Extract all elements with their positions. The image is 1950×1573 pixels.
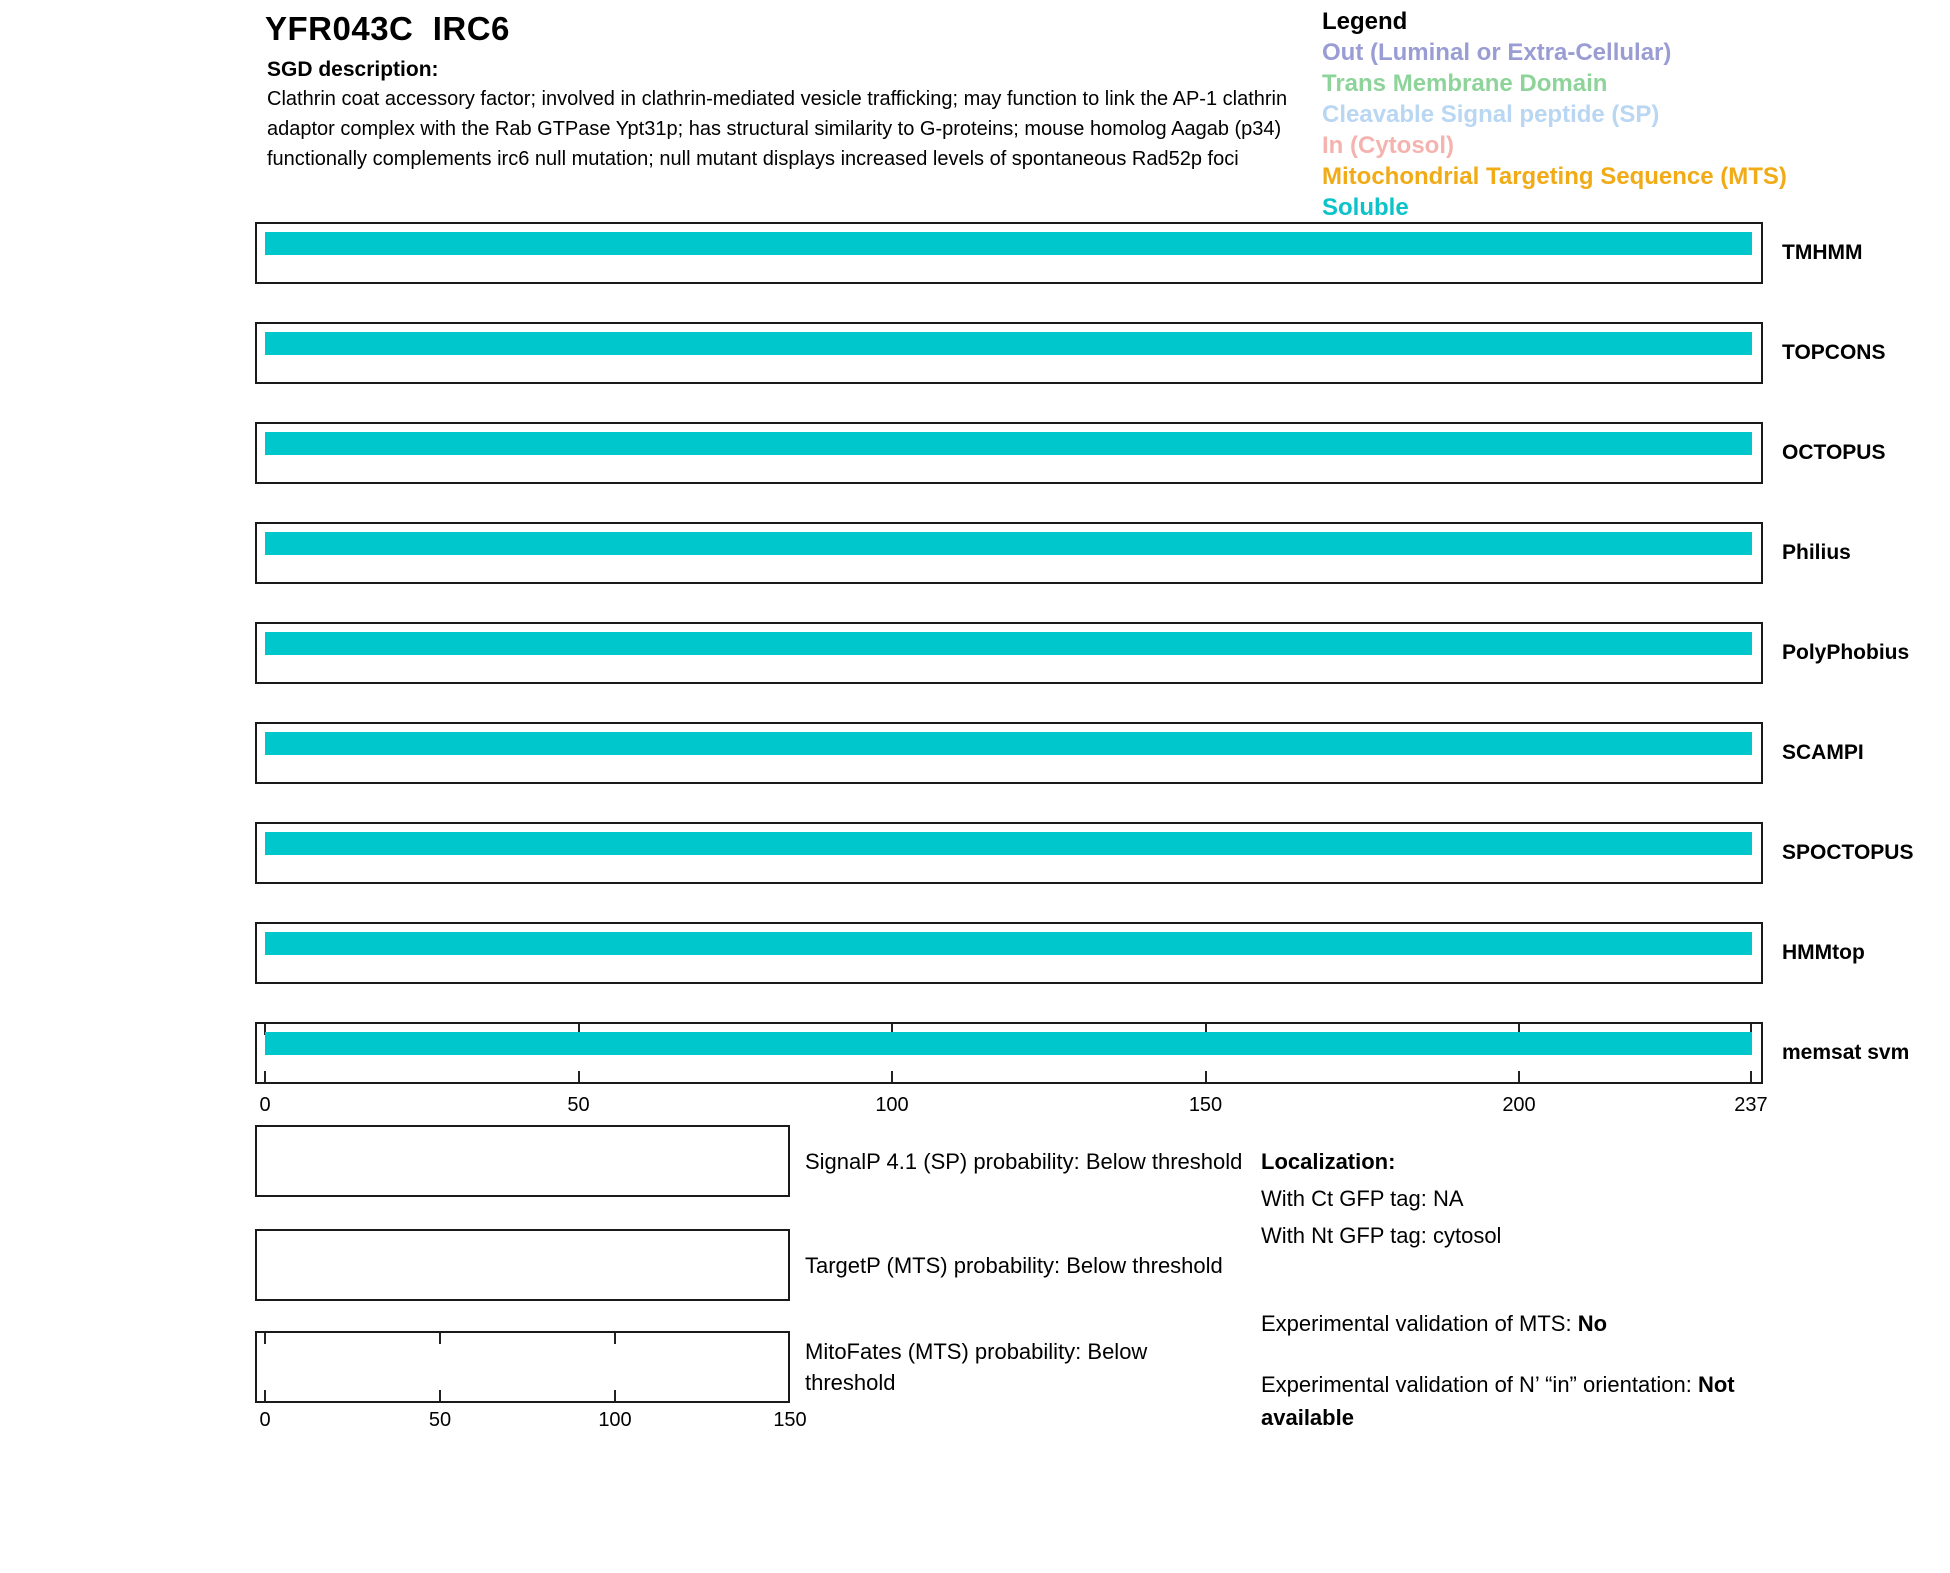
track-label: SCAMPI — [1782, 741, 1864, 764]
localization-title: Localization: — [1261, 1149, 1396, 1174]
axis-tick-label: 50 — [567, 1094, 590, 1116]
prediction-bar — [265, 732, 1752, 755]
track-row — [255, 822, 1950, 884]
track-label: OCTOPUS — [1782, 441, 1886, 464]
axis-tick — [891, 1071, 893, 1082]
probability-axis-tick-label: 100 — [598, 1409, 632, 1431]
legend-item: Cleavable Signal peptide (SP) — [1322, 101, 1660, 128]
track-label: HMMtop — [1782, 941, 1865, 964]
axis-tick — [614, 1390, 616, 1401]
track-row — [255, 922, 1950, 984]
mts-validation-line — [1261, 1311, 1607, 1337]
axis-tick-label: 0 — [259, 1094, 271, 1116]
probability-axis-tick-label: 0 — [259, 1409, 271, 1431]
track-box — [255, 222, 1763, 284]
track-box — [255, 522, 1763, 584]
prediction-bar — [265, 532, 1752, 555]
track-label: memsat svm — [1782, 1041, 1910, 1064]
prediction-bar — [265, 1032, 1752, 1055]
legend-item: Out (Luminal or Extra-Cellular) — [1322, 39, 1672, 66]
page-title: YFR043C IRC6 — [265, 10, 510, 47]
track-row — [255, 422, 1950, 484]
nt-gfp-line: With Nt GFP tag: cytosol — [1261, 1223, 1502, 1248]
probability-box — [255, 1229, 790, 1301]
probability-axis-tick-label: 50 — [428, 1409, 452, 1431]
axis-tick — [578, 1071, 580, 1082]
prediction-bar — [265, 432, 1752, 455]
probability-box — [255, 1331, 790, 1403]
axis-tick — [1205, 1071, 1207, 1082]
track-label: SPOCTOPUS — [1782, 841, 1914, 864]
orientation-validation-line — [1261, 1368, 1821, 1434]
axis-tick-label: 100 — [875, 1094, 909, 1116]
probability-axis-tick-label: 150 — [773, 1409, 807, 1431]
axis-tick — [439, 1333, 441, 1344]
localization-block — [1261, 1143, 1501, 1254]
track-box — [255, 1022, 1763, 1084]
prediction-bar — [265, 332, 1752, 355]
ct-gfp-line: With Ct GFP tag: NA — [1261, 1186, 1464, 1211]
track-box — [255, 322, 1763, 384]
legend — [1322, 6, 1787, 223]
probability-box — [255, 1125, 790, 1197]
axis-tick-label: 200 — [1502, 1094, 1536, 1116]
legend-item: In (Cytosol) — [1322, 132, 1454, 159]
sgd-description-label: SGD description: — [267, 58, 439, 81]
track-box — [255, 822, 1763, 884]
track-label: PolyPhobius — [1782, 641, 1910, 664]
track-label: TOPCONS — [1782, 341, 1886, 364]
prediction-bar — [265, 832, 1752, 855]
track-box — [255, 622, 1763, 684]
orientation-validation-prefix: Experimental validation of N’ “in” orientation: — [1261, 1372, 1698, 1397]
axis-tick — [439, 1390, 441, 1401]
axis-tick — [614, 1333, 616, 1344]
probability-label: SignalP 4.1 (SP) probability: Below threshold — [805, 1148, 1243, 1174]
axis-tick — [1518, 1071, 1520, 1082]
legend-item: Soluble — [1322, 194, 1409, 221]
track-row — [255, 622, 1950, 684]
axis-tick — [1750, 1071, 1752, 1082]
track-box — [255, 422, 1763, 484]
track-row — [255, 1022, 1950, 1084]
track-label: Philius — [1782, 541, 1851, 564]
probability-label: MitoFates (MTS) probability: Below threshold — [805, 1339, 1148, 1395]
track-box — [255, 922, 1763, 984]
mts-validation-prefix: Experimental validation of MTS: — [1261, 1311, 1578, 1336]
axis-tick-label: 237 — [1734, 1094, 1768, 1116]
axis-tick-label: 150 — [1188, 1094, 1223, 1116]
track-row — [255, 722, 1950, 784]
legend-item: Mitochondrial Targeting Sequence (MTS) — [1322, 163, 1787, 190]
prediction-bar — [265, 632, 1752, 655]
track-box — [255, 722, 1763, 784]
axis-tick — [264, 1071, 266, 1082]
prediction-bar — [265, 932, 1752, 955]
axis-tick — [264, 1390, 266, 1401]
legend-item: Trans Membrane Domain — [1322, 70, 1608, 97]
axis-tick — [264, 1333, 266, 1344]
probability-label: TargetP (MTS) probability: Below threshold — [805, 1252, 1223, 1278]
track-label: TMHMM — [1782, 241, 1863, 264]
legend-title: Legend — [1322, 8, 1408, 35]
track-row — [255, 322, 1950, 384]
track-row — [255, 522, 1950, 584]
sgd-description-text: Clathrin coat accessory factor; involved in clathrin-mediated vesicle trafficking; may function to link the AP-1 clathrin adaptor complex with the Rab GTPase Ypt31p; has structural similarity to G-proteins; mouse homolog Aagab (p34) functionally complements irc6 null mutation; null mutant displays increased levels of spontaneous Rad52p foci — [267, 88, 1288, 170]
orientation-validation-value: Not available — [1261, 1372, 1735, 1430]
legend-list — [1322, 37, 1787, 223]
mts-validation-value: No — [1577, 1311, 1608, 1336]
track-row — [255, 222, 1950, 284]
prediction-bar — [265, 232, 1752, 255]
